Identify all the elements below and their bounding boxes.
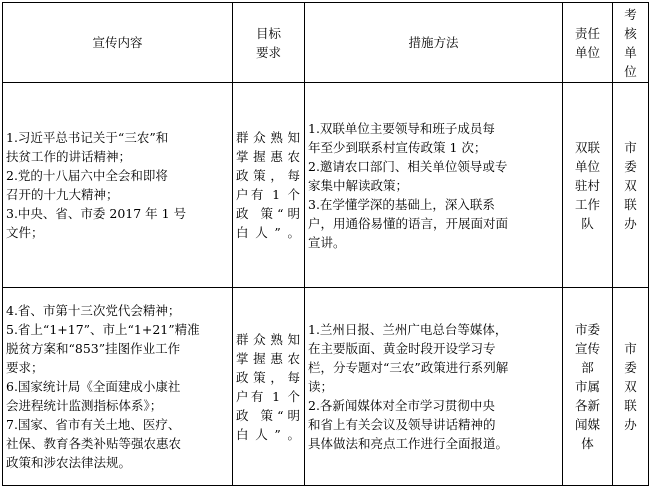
cell-line: 白人”。: [236, 225, 301, 240]
cell-line: 闻媒: [574, 417, 600, 432]
cell-line: 部: [581, 360, 594, 375]
cell-line: 具体做法和亮点工作进行全面报道。: [308, 436, 509, 451]
cell-line: 各新: [574, 398, 600, 413]
cell-line: 扶贫工作的讲话精神；: [6, 149, 132, 164]
cell-line: 政策，每: [236, 168, 301, 183]
cell-line: 文件；: [6, 225, 44, 240]
cell-line: 双联: [574, 139, 600, 155]
cell-line: 市属: [574, 379, 600, 394]
row1-assessment: [613, 83, 649, 288]
row1-measures: [305, 83, 563, 288]
header-target: 目标要求: [233, 3, 305, 83]
cell-line: 在主要版面、黄金时段开设学习专: [308, 341, 496, 356]
cell-line: 2.各新闻媒体对全市学习贯彻中央: [308, 398, 495, 413]
cell-line: 联: [624, 196, 637, 212]
cell-line: 1.习近平总书记关于“三农”和: [6, 130, 169, 145]
cell-line: 双: [624, 177, 637, 193]
cell-line: 联: [624, 398, 637, 413]
row2-target: [233, 288, 305, 486]
row2-measures: [305, 288, 563, 486]
cell-line: 群众熟知: [236, 331, 301, 347]
cell-line: 脱贫方案和“853”挂图作业工作: [6, 341, 181, 356]
cell-line: 市: [624, 139, 637, 155]
header-row: [3, 3, 649, 83]
cell-line: 户，用通俗易懂的语言，开展面对面: [308, 215, 509, 231]
header-content: 宣传内容: [3, 3, 233, 83]
table-row: [3, 288, 649, 486]
header-measures: 措施方法: [305, 3, 563, 83]
cell-line: 会进程统计监测指标体系》；: [6, 398, 163, 413]
cell-line: 体: [581, 436, 594, 451]
row2-responsible: [563, 288, 613, 486]
cell-line: 掌握惠农: [236, 350, 301, 366]
cell-line: 户有 1 个: [236, 388, 301, 404]
row2-content: [3, 288, 233, 486]
cell-line: 宣讲。: [308, 234, 346, 250]
row1-responsible: [563, 83, 613, 288]
cell-line: 家集中解读政策；: [308, 177, 409, 193]
cell-line: 4.省、市第十三次党代会精神；: [6, 303, 181, 318]
cell-line: 6.国家统计局《全面建成小康社: [6, 379, 181, 394]
cell-line: 3.中央、省、市委 2017 年 1 号: [6, 206, 187, 221]
row1-content: [3, 83, 233, 288]
cell-line: 1.双联单位主要领导和班子成员每: [308, 120, 495, 136]
cell-line: 读；: [308, 379, 334, 394]
cell-line: 2.党的十八届六中全会和即将: [6, 168, 168, 183]
cell-line: 队: [581, 215, 594, 231]
cell-line: 办: [624, 215, 637, 231]
cell-line: 市: [624, 341, 637, 356]
publicity-plan-table: [2, 2, 649, 486]
cell-line: 2.邀请农口部门、相关单位领导或专: [308, 158, 508, 174]
cell-line: 单位: [574, 158, 600, 174]
cell-line: 工作: [574, 196, 600, 212]
cell-line: 市委: [574, 322, 600, 337]
cell-line: 召开的十九大精神；: [6, 187, 119, 202]
cell-line: 委: [624, 360, 637, 375]
cell-line: 政 策“明: [236, 407, 301, 423]
cell-line: 7.国家、省市有关土地、医疗、: [6, 417, 181, 432]
row1-target: [233, 83, 305, 288]
cell-line: 年至少到联系村宣传政策 1 次；: [308, 139, 487, 155]
header-assessment: 考核单位: [613, 3, 649, 83]
cell-line: 委: [624, 158, 637, 174]
cell-line: 1.兰州日报、兰州广电总台等媒体，: [308, 322, 508, 337]
cell-line: 要求；: [6, 360, 44, 375]
row2-assessment: [613, 288, 649, 486]
table-row: [3, 83, 649, 288]
cell-line: 户有 1 个: [236, 187, 301, 202]
cell-line: 3.在学懂学深的基础上，深入联系: [308, 196, 495, 212]
cell-line: 政 策“明: [236, 206, 301, 221]
cell-line: 和省上有关会议及领导讲话精神的: [308, 417, 496, 432]
cell-line: 双: [624, 379, 637, 394]
header-responsible: 责任单位: [563, 3, 613, 83]
cell-line: 栏，分专题对“三农”政策进行系列解: [308, 360, 509, 375]
cell-line: 宣传: [574, 341, 600, 356]
cell-line: 5.省上“1+17”、市上“1+21”精准: [6, 322, 200, 337]
cell-line: 社保、教育各类补贴等强农惠农: [6, 436, 182, 451]
cell-line: 驻村: [574, 177, 600, 193]
cell-line: 群众熟知: [236, 130, 301, 145]
cell-line: 办: [624, 417, 637, 432]
cell-line: 掌握惠农: [236, 149, 301, 164]
cell-line: 白人”。: [236, 426, 301, 442]
cell-line: 政策，每: [236, 369, 301, 385]
cell-line: 政策和涉农法律法规。: [6, 455, 132, 470]
